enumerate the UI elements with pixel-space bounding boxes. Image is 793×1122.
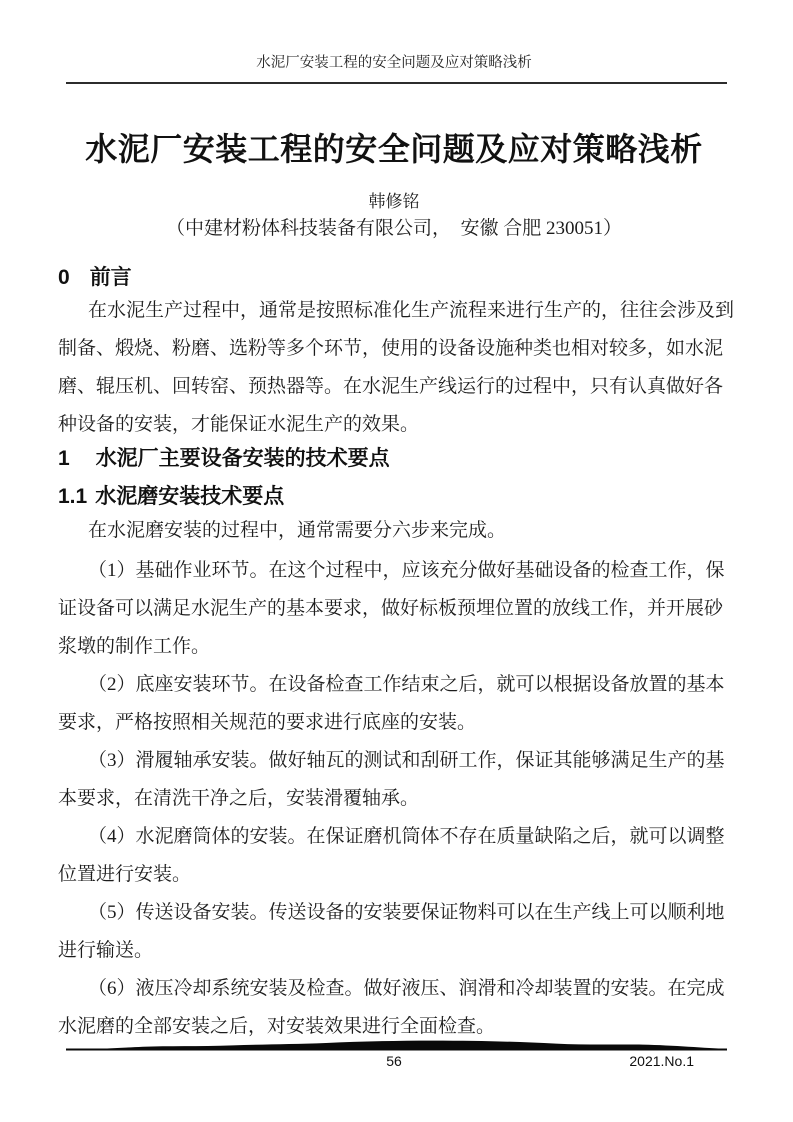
- text-line: 水泥磨的全部安装之后，对安装效果进行全面检查。: [58, 1016, 496, 1037]
- page-footer: [58, 1040, 730, 1070]
- text-line: 进行输送。: [58, 940, 154, 961]
- text-line: 浆墩的制作工作。: [58, 636, 211, 657]
- text-line: （1）基础作业环节。在这个过程中，应该充分做好基础设备的检查工作，保: [88, 560, 725, 581]
- text-line: 在水泥生产过程中，通常是按照标准化生产流程来进行生产的，往往会涉及到: [88, 300, 735, 321]
- paragraph-step-5: [58, 894, 730, 970]
- footer-text-row: [58, 1053, 730, 1070]
- text-line: 要求，严格按照相关规范的要求进行底座的安装。: [58, 712, 477, 733]
- text-line: （6）液压冷却系统安装及检查。做好液压、润滑和冷却装置的安装。在完成: [88, 978, 725, 999]
- paragraph-step-6: [58, 970, 730, 1046]
- section-title: 前言: [89, 266, 132, 289]
- section-heading-0: [58, 264, 730, 292]
- article-title: 水泥厂安装工程的安全问题及应对策略浅析: [85, 131, 703, 167]
- text-line: 证设备可以满足水泥生产的基本要求，做好标板预埋位置的放线工作，并开展砂: [58, 598, 724, 619]
- header-rule: [66, 82, 727, 84]
- page-number: 56: [386, 1053, 402, 1069]
- issue-number: 2021.No.1: [629, 1053, 694, 1069]
- section-title: 水泥厂主要设备安装的技术要点: [95, 447, 390, 470]
- paragraph-step-1: [58, 552, 730, 666]
- section-title: 水泥磨安装技术要点: [95, 485, 285, 508]
- text-line: 本要求，在清洗干净之后，安装滑覆轴承。: [58, 788, 420, 809]
- text-line: （2）底座安装环节。在设备检查工作结束之后，就可以根据设备放置的基本: [88, 674, 725, 695]
- text-line: 种设备的安装，才能保证水泥生产的效果。: [58, 414, 420, 435]
- text-line: （3）滑履轴承安装。做好轴瓦的测试和刮研工作，保证其能够满足生产的基: [88, 750, 725, 771]
- section-number: 1.1: [58, 485, 88, 508]
- text-line: 位置进行安装。: [58, 864, 192, 885]
- text-line: 磨、辊压机、回转窑、预热器等。在水泥生产线运行的过程中，只有认真做好各: [58, 376, 724, 397]
- text-line: 制备、煅烧、粉磨、选粉等多个环节，使用的设备设施种类也相对较多，如水泥: [58, 338, 724, 359]
- affiliation: （中建材粉体科技装备有限公司， 安徽 合肥 230051）: [165, 218, 622, 239]
- section-number: 0: [58, 266, 70, 289]
- text-line: （5）传送设备安装。传送设备的安装要保证物料可以在生产线上可以顺利地: [88, 902, 725, 923]
- paragraph-intro: [58, 292, 735, 444]
- section-heading-1: [58, 444, 730, 474]
- running-header: 水泥厂安装工程的安全问题及应对策略浅析: [256, 55, 532, 71]
- paragraph-step-3: [58, 742, 730, 818]
- paragraph-steps-intro: [58, 512, 730, 550]
- section-number: 1: [58, 447, 70, 470]
- text-line: （4）水泥磨筒体的安装。在保证磨机筒体不存在质量缺陷之后，就可以调整: [88, 826, 725, 847]
- paragraph-step-4: [58, 818, 730, 894]
- section-heading-1-1: [58, 482, 730, 512]
- footer-rule: [58, 1040, 730, 1052]
- paragraph-step-2: [58, 666, 730, 742]
- text-line: 在水泥磨安装的过程中，通常需要分六步来完成。: [88, 520, 507, 541]
- author: 韩修铭: [368, 192, 420, 211]
